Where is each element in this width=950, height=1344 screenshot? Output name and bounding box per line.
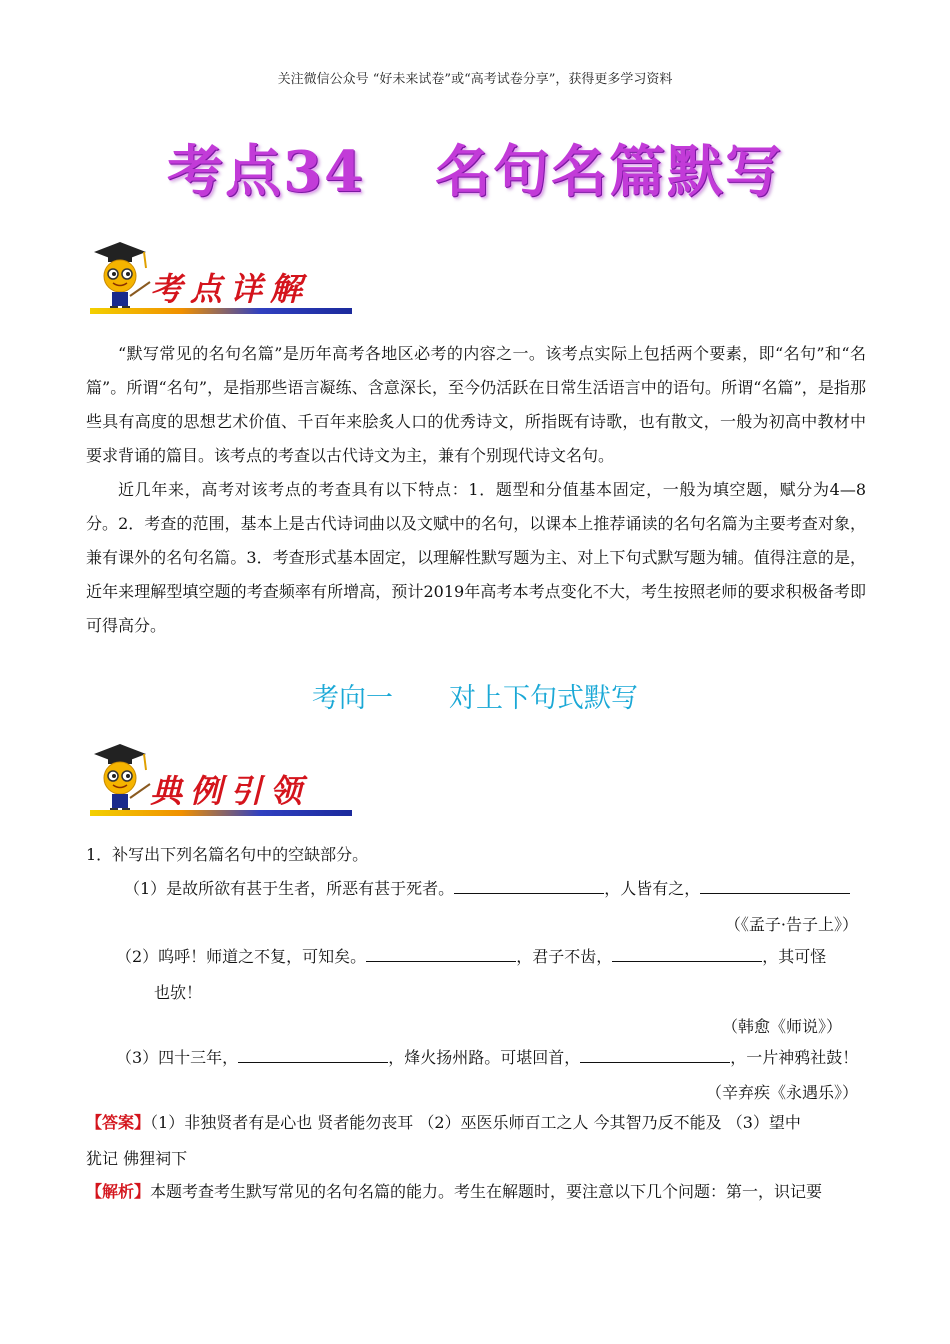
intro-paragraph-1: “默写常见的名句名篇”是历年高考各地区必考的内容之一。该考点实际上包括两个要素，即“名句”和“名篇”。所谓“名句”，是指那些语言凝练、含意深长，至今仍活跃在日常生活语言中的语句。所谓“名篇”，是指那些具有高度的思想艺术价值、千百年来脍炙人口的优秀诗文，所指既有诗歌，也有散文，一般为初高中教材中要求背诵的篇目。该考点的考查以古代诗文为主，兼有个别现代诗文名句。 — [86, 344, 866, 465]
answer-blank — [700, 877, 850, 894]
answer-blank — [366, 945, 516, 962]
answer-block — [86, 1112, 866, 1134]
question-stem: 1．补写出下列名篇名句中的空缺部分。 — [86, 845, 369, 864]
section-header-kaodian — [86, 238, 356, 316]
answer-blank — [454, 877, 604, 894]
analysis-block — [86, 1181, 866, 1203]
subtitle-part2: 对上下句式默写 — [449, 683, 638, 714]
question-1-source: （《孟子·告子上》） — [724, 915, 858, 934]
answer-tag: 【答案】 — [86, 1113, 151, 1132]
intro-paragraphs — [86, 337, 866, 643]
page-title — [0, 128, 950, 208]
section-header-dianli — [86, 740, 356, 818]
title-part1: 考点34 — [167, 139, 365, 205]
section-subtitle — [0, 676, 950, 715]
question-3-source: （辛弃疾《永遇乐》） — [705, 1083, 858, 1102]
mascot-icon — [86, 740, 156, 818]
intro-paragraph-2: 近几年来，高考对该考点的考查具有以下特点：1．题型和分值基本固定，一般为填空题，赋分为4—8分。2．考查的范围，基本上是古代诗词曲以及文赋中的名句，以课本上推荐诵读的名句名篇为主要考查对象，兼有课外的名句名篇。3．考查形式基本固定，以理解性默写题为主、对上下句式默写题为辅。值得注意的是，近年来理解型填空题的考查频率有所增高，预计2019年高考本考点变化不大，考生按照老师的要求积极备考即可得高分。 — [86, 480, 866, 635]
section-divider-bar — [90, 810, 352, 816]
subtitle-part1: 考向一 — [312, 683, 393, 714]
notice-text: 关注微信公众号 “好未来试卷”或“高考试卷分享”，获得更多学习资料 — [277, 72, 673, 87]
answer-line-1: （1）非独贤者有是心也 贤者能勿丧耳 （2）巫医乐师百工之人 今其智乃反不能及 （3）望中 — [150, 1113, 801, 1132]
analysis-text: 本题考查考生默写常见的名句名篇的能力。考生在解题时，要注意以下几个问题：第一，识记要 — [150, 1182, 823, 1201]
answer-blank — [612, 945, 762, 962]
section-divider-bar — [90, 308, 352, 314]
answer-blank — [580, 1046, 730, 1063]
analysis-tag: 【解析】 — [86, 1182, 151, 1201]
answer-blank — [238, 1046, 388, 1063]
question-2-line: （2）呜呼！师道之不复，可知矣。 ，君子不齿， ，其可怪 — [116, 947, 827, 966]
question-2-source: （韩愈《师说》） — [721, 1017, 842, 1036]
section-label-dianli: 典例引领 — [150, 772, 311, 810]
answer-line-2: 犹记 佛狸祠下 — [86, 1149, 188, 1168]
title-part2: 名句名篇默写 — [434, 139, 783, 205]
question-2-line-cont: 也欤！ — [154, 983, 203, 1002]
question-3-line: （3）四十三年， ，烽火扬州路。可堪回首， ，一片神鸦社鼓！ — [116, 1048, 859, 1067]
section-label-kaodian: 考点详解 — [150, 270, 311, 308]
question-1-line: （1）是故所欲有甚于生者，所恶有甚于死者。 ，人皆有之， — [124, 877, 850, 900]
mascot-icon — [86, 238, 156, 316]
